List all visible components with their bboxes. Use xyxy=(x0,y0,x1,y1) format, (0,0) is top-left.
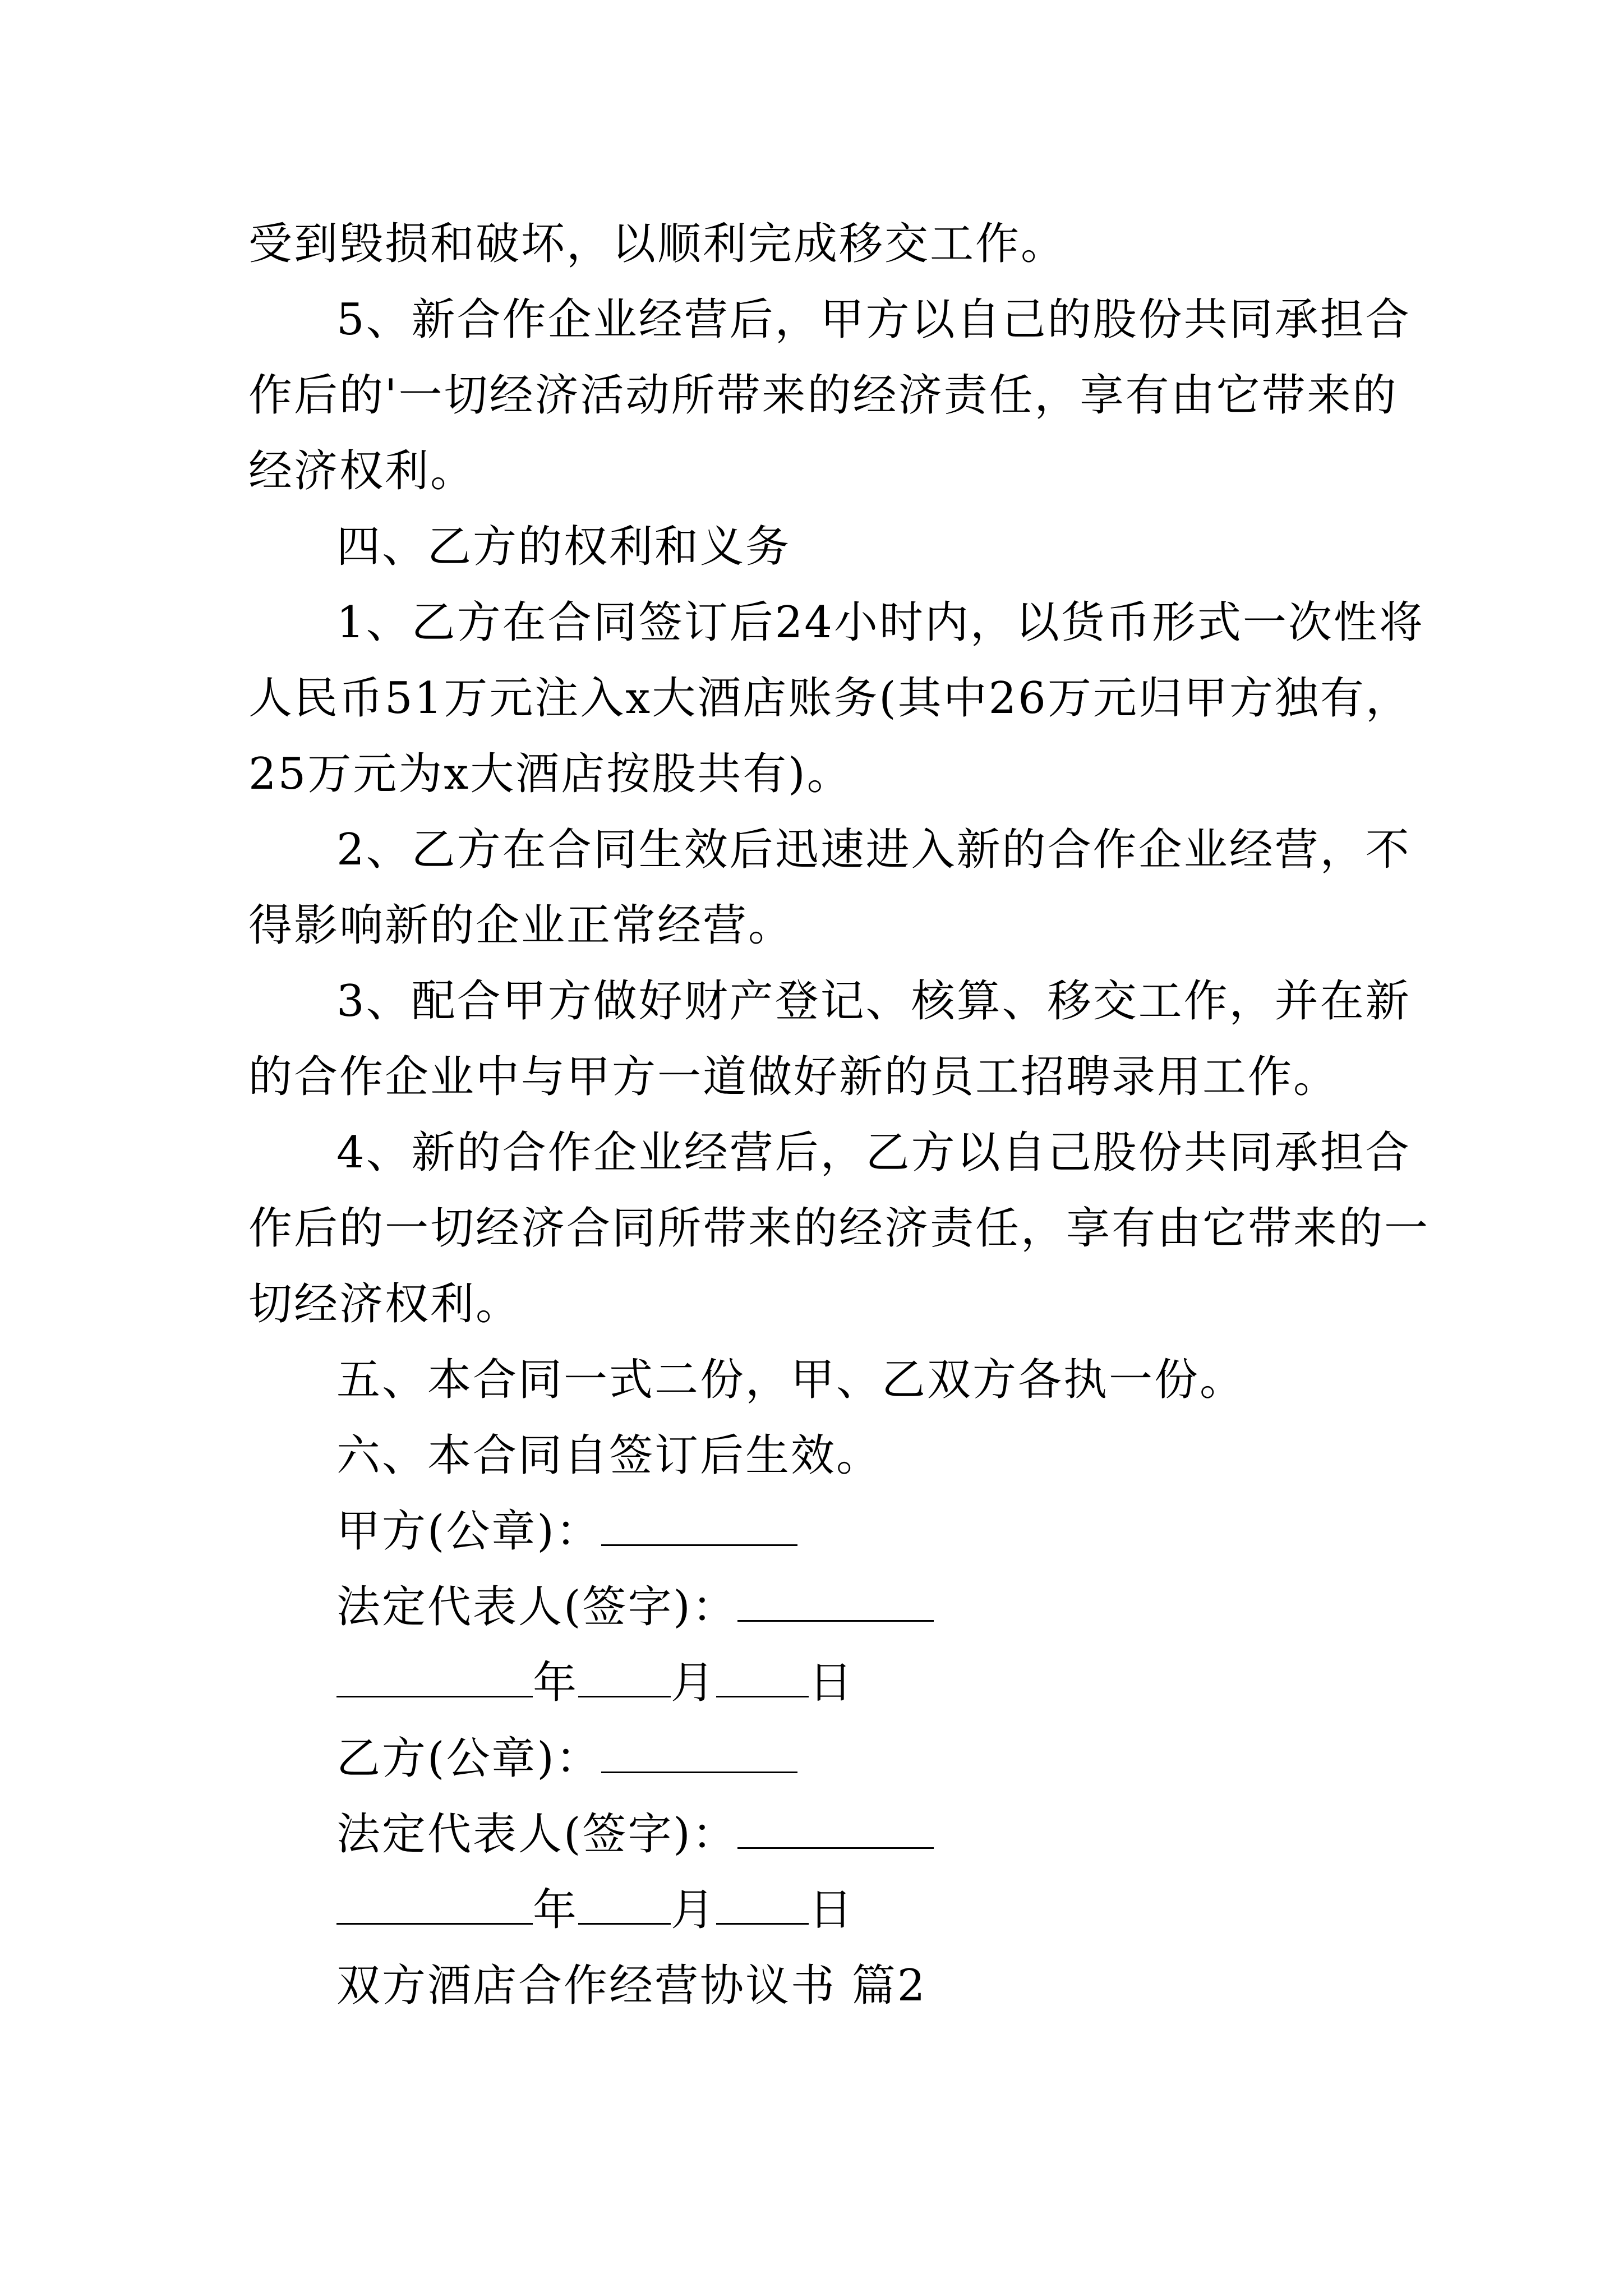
party-a-rep-label: 法定代表人(签字)： xyxy=(336,1582,737,1632)
month-blank[interactable] xyxy=(578,1658,671,1697)
party-b-label: 乙方(公章)： xyxy=(336,1733,601,1784)
party-a-rep-row xyxy=(336,1579,934,1635)
paragraph-line: 作后的'一切经济活动所带来的经济责任，享有由它带来的 xyxy=(248,370,1398,421)
party-a-seal-row xyxy=(336,1503,797,1559)
year-blank[interactable] xyxy=(336,1658,533,1697)
party-b-seal-row xyxy=(336,1731,797,1787)
paragraph-line: 受到毁损和破坏，以顺利完成移交工作。 xyxy=(248,219,1067,269)
paragraph-line: 25万元为x大酒店按股共有)。 xyxy=(248,749,852,799)
month-blank[interactable] xyxy=(578,1885,671,1925)
section-heading: 五、本合同一式二份，甲、乙双方各执一份。 xyxy=(336,1355,1246,1405)
section-heading: 六、本合同自签订后生效。 xyxy=(336,1430,882,1481)
party-b-date-row xyxy=(336,1882,854,1938)
paragraph-line: 人民币51万元注入x大酒店账务(其中26万元归甲方独有， xyxy=(248,673,1411,724)
party-a-signature-blank[interactable] xyxy=(737,1582,934,1622)
month-label: 月 xyxy=(671,1885,717,1935)
paragraph-line: 的合作企业中与甲方一道做好新的员工招聘录用工作。 xyxy=(248,1052,1339,1102)
paragraph-line: 3、配合甲方做好财产登记、核算、移交工作，并在新 xyxy=(336,976,1411,1027)
section-heading: 四、乙方的权利和义务 xyxy=(336,522,791,572)
party-b-rep-label: 法定代表人(签字)： xyxy=(336,1809,737,1860)
day-label: 日 xyxy=(809,1885,855,1935)
paragraph-line: 1、乙方在合同签订后24小时内，以货币形式一次性将 xyxy=(336,597,1424,648)
next-section-title: 双方酒店合作经营协议书 篇2 xyxy=(336,1961,927,2011)
month-label: 月 xyxy=(671,1658,717,1708)
year-label: 年 xyxy=(533,1885,579,1935)
day-blank[interactable] xyxy=(716,1658,809,1697)
day-label: 日 xyxy=(809,1658,855,1708)
paragraph-line: 作后的一切经济合同所带来的经济责任，享有由它带来的一 xyxy=(248,1203,1430,1254)
party-a-label: 甲方(公章)： xyxy=(336,1506,601,1557)
year-blank[interactable] xyxy=(336,1885,533,1925)
paragraph-line: 4、新的合作企业经营后，乙方以自己股份共同承担合 xyxy=(336,1128,1411,1178)
day-blank[interactable] xyxy=(716,1885,809,1925)
party-b-rep-row xyxy=(336,1806,934,1862)
party-a-date-row xyxy=(336,1655,854,1711)
paragraph-line: 5、新合作企业经营后，甲方以自己的股份共同承担合 xyxy=(336,295,1411,345)
paragraph-line: 2、乙方在合同生效后迅速进入新的合作企业经营，不 xyxy=(336,825,1411,875)
party-a-seal-blank[interactable] xyxy=(601,1506,797,1546)
party-b-seal-blank[interactable] xyxy=(601,1733,797,1773)
party-b-signature-blank[interactable] xyxy=(737,1809,934,1849)
year-label: 年 xyxy=(533,1658,579,1708)
paragraph-line: 经济权利。 xyxy=(248,446,476,496)
paragraph-line: 得影响新的企业正常经营。 xyxy=(248,900,794,951)
paragraph-line: 切经济权利。 xyxy=(248,1279,522,1329)
